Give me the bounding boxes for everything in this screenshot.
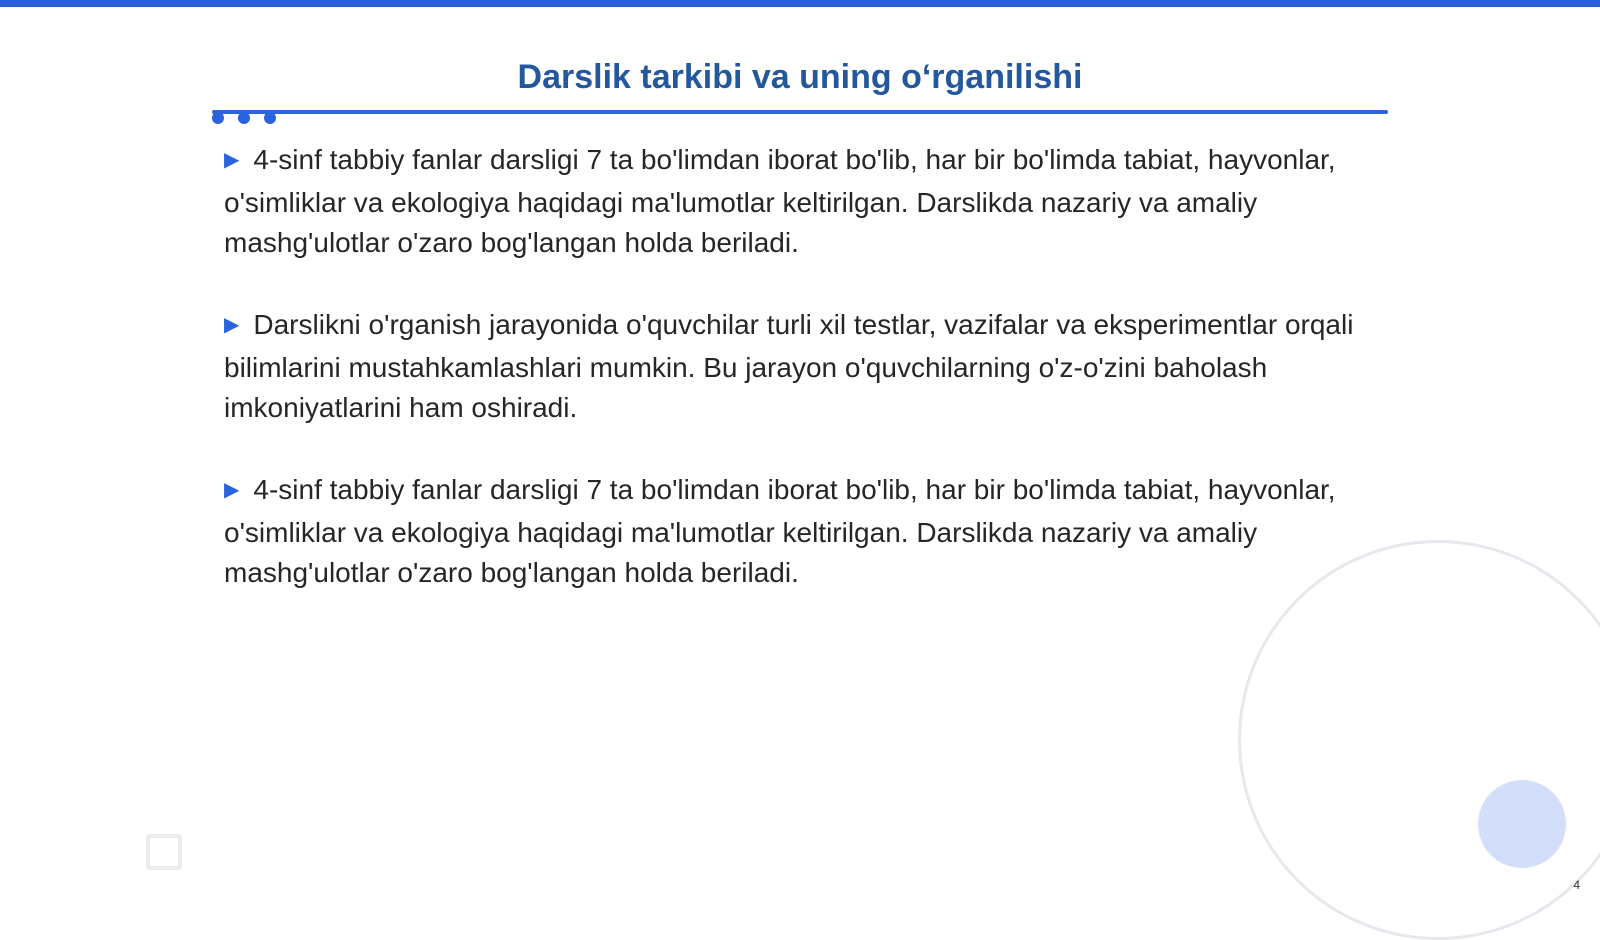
decorative-dot — [238, 112, 250, 124]
bullet-paragraph — [224, 140, 1374, 263]
top-accent-bar — [0, 0, 1600, 7]
bullet-text: 4-sinf tabbiy fanlar darsligi 7 ta bo'limdan iborat bo'lib, har bir bo'limda tabiat, hayvonlar, o'simliklar va ekologiya haqidagi ma'lumotlar keltirilgan. Darslikda nazariy va amaliy mashg'ulotlar o'zaro bog'langan holda beriladi. — [224, 144, 1336, 258]
title-underline — [212, 110, 1388, 114]
decorative-circle — [1478, 780, 1566, 868]
bullet-text: Darslikni o'rganish jarayonida o'quvchilar turli xil testlar, vazifalar va eksperimentlar orqali bilimlarini mustahkamlashlari mumkin. Bu jarayon o'quvchilarning o'z-o'zini baholash imkoniyatlarini ham oshiradi. — [224, 309, 1354, 423]
page-number: 4 — [1573, 878, 1580, 892]
slide-body — [224, 140, 1374, 635]
decorative-dot — [212, 112, 224, 124]
bullet-paragraph — [224, 470, 1374, 593]
bullet-text: 4-sinf tabbiy fanlar darsligi 7 ta bo'limdan iborat bo'lib, har bir bo'limda tabiat, hayvonlar, o'simliklar va ekologiya haqidagi ma'lumotlar keltirilgan. Darslikda nazariy va amaliy mashg'ulotlar o'zaro bog'langan holda beriladi. — [224, 474, 1336, 588]
decorative-dot — [264, 112, 276, 124]
bullet-paragraph — [224, 305, 1374, 428]
triangle-right-icon: ▶ — [224, 314, 240, 336]
triangle-right-icon: ▶ — [224, 149, 240, 171]
triangle-right-icon: ▶ — [224, 479, 240, 501]
decorative-square — [146, 834, 182, 870]
slide-title: Darslik tarkibi va uning o‘rganilishi — [517, 58, 1083, 96]
